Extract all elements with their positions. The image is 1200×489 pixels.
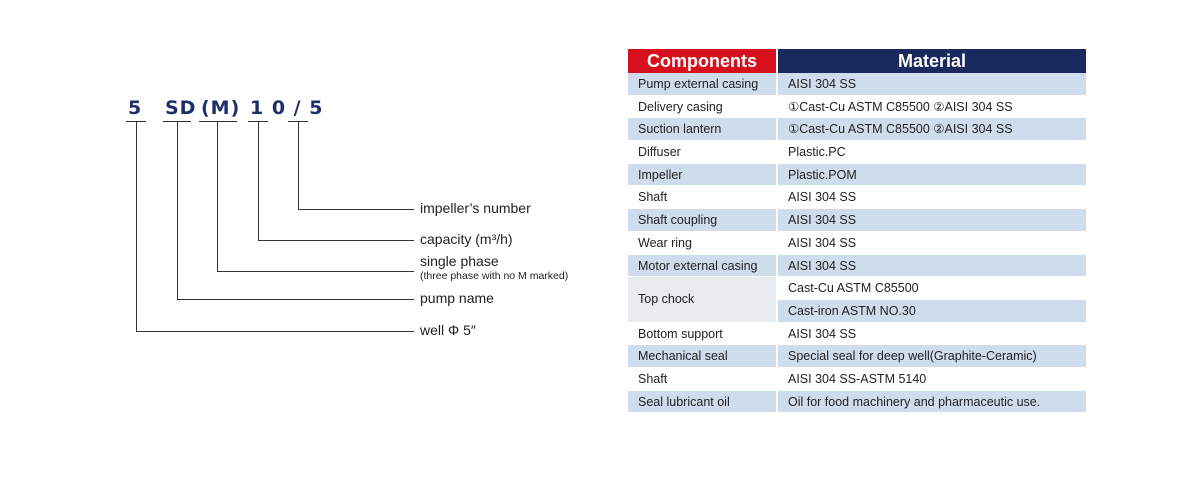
component-cell: Mechanical seal: [628, 345, 776, 368]
table-row: [628, 232, 1086, 255]
material-cell: Special seal for deep well(Graphite-Ceramic): [778, 345, 1086, 368]
component-cell: Top chock: [628, 277, 776, 322]
material-cell: AISI 304 SS: [778, 232, 1086, 255]
leader-pump-name-horizontal: [177, 299, 414, 300]
table-row: [628, 345, 1086, 368]
table-row: [628, 255, 1086, 278]
component-cell: Shaft: [628, 186, 776, 209]
table-row: [628, 323, 1086, 346]
leader-phase-horizontal: [217, 271, 414, 272]
leader-capacity-vertical: [258, 121, 259, 240]
header-components: Components: [628, 49, 776, 73]
leader-impeller-vertical: [298, 121, 299, 209]
label-well: well Φ 5″: [420, 322, 476, 338]
component-cell: Seal lubricant oil: [628, 391, 776, 414]
material-subcells: [778, 277, 1086, 322]
table-row: [628, 141, 1086, 164]
leader-well-horizontal: [136, 331, 414, 332]
table-row: [628, 391, 1086, 414]
material-cell: Oil for food machinery and pharmaceutic use.: [778, 391, 1086, 414]
material-cell: AISI 304 SS: [778, 73, 1086, 96]
material-cell: ①Cast-Cu ASTM C85500 ②AISI 304 SS: [778, 96, 1086, 119]
component-cell: Shaft coupling: [628, 209, 776, 232]
table-row: [628, 96, 1086, 119]
label-impeller-number: impeller’s number: [420, 200, 531, 216]
table-row: [628, 186, 1086, 209]
label-capacity: capacity (m³/h): [420, 231, 513, 247]
material-cell: Plastic.PC: [778, 141, 1086, 164]
table-row: [628, 73, 1086, 96]
leader-well-vertical: [136, 121, 137, 331]
materials-table: [628, 49, 1086, 413]
table-row: [628, 368, 1086, 391]
material-cell: AISI 304 SS: [778, 323, 1086, 346]
code-segment-5: 5: [128, 97, 143, 119]
component-cell: Shaft: [628, 368, 776, 391]
table-row: [628, 209, 1086, 232]
material-cell: AISI 304 SS: [778, 209, 1086, 232]
material-cell: Cast-iron ASTM NO.30: [778, 300, 1086, 323]
component-cell: Motor external casing: [628, 255, 776, 278]
leader-capacity-horizontal: [258, 240, 414, 241]
underline-m: [199, 121, 237, 122]
label-single-phase: single phase: [420, 253, 499, 269]
table-row-merged: [628, 277, 1086, 322]
table-header: [628, 49, 1086, 73]
material-cell: ①Cast-Cu ASTM C85500 ②AISI 304 SS: [778, 118, 1086, 141]
component-cell: Wear ring: [628, 232, 776, 255]
material-cell: AISI 304 SS: [778, 186, 1086, 209]
material-cell: AISI 304 SS-ASTM 5140: [778, 368, 1086, 391]
component-cell: Impeller: [628, 164, 776, 187]
code-segment-sd: SD: [165, 97, 197, 119]
code-segment-m: (M): [201, 97, 241, 119]
component-cell: Delivery casing: [628, 96, 776, 119]
material-cell: AISI 304 SS: [778, 255, 1086, 278]
label-phase-note: (three phase with no M marked): [420, 270, 569, 282]
component-cell: Diffuser: [628, 141, 776, 164]
code-segment-capacity-impeller: 1 0 / 5: [250, 97, 324, 119]
material-cell: Cast-Cu ASTM C85500: [778, 277, 1086, 300]
header-material: Material: [778, 49, 1086, 73]
leader-phase-vertical: [217, 121, 218, 271]
component-cell: Suction lantern: [628, 118, 776, 141]
table-row: [628, 118, 1086, 141]
material-cell: Plastic.POM: [778, 164, 1086, 187]
component-cell: Pump external casing: [628, 73, 776, 96]
component-cell: Bottom support: [628, 323, 776, 346]
leader-pump-name-vertical: [177, 121, 178, 299]
leader-impeller-horizontal: [298, 209, 414, 210]
label-pump-name: pump name: [420, 290, 494, 306]
table-row: [628, 164, 1086, 187]
